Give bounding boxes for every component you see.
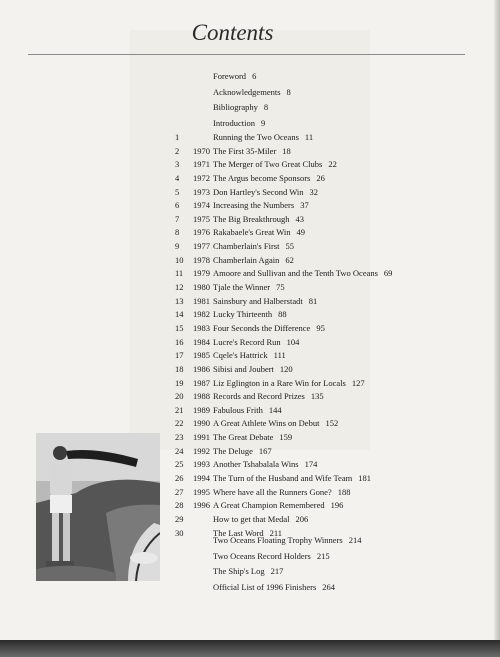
chapter-year: 1984 [193, 336, 210, 347]
chapter-page: 120 [279, 363, 293, 374]
chapter-year: 1978 [193, 254, 210, 265]
chapter-entry [213, 267, 392, 281]
chapter-entry [213, 240, 294, 254]
chapter-page: 75 [276, 282, 285, 293]
chapter-entry [213, 377, 365, 391]
chapter-entry [213, 145, 291, 159]
chapter-title: Where have all the Runners Gone? [213, 486, 332, 497]
chapter-page: 111 [273, 350, 286, 361]
chapter-number: 29 [175, 513, 184, 524]
chapter-title: Sainsbury and Halberstadt [213, 295, 303, 306]
chapter-entry [213, 445, 272, 459]
back-matter-item [213, 564, 361, 580]
chapter-number: 17 [175, 350, 184, 361]
chapter-page: 144 [268, 404, 282, 415]
chapter-entry [213, 226, 305, 240]
chapter-page: 211 [269, 527, 283, 538]
chapter-page: 196 [330, 500, 344, 511]
chapter-page: 127 [351, 377, 365, 388]
chapter-entry [213, 131, 313, 145]
chapter-year: 1996 [193, 500, 210, 511]
page-title: Contents [191, 20, 274, 45]
item-label: Acknowledgements [213, 86, 281, 97]
chapter-number: 18 [175, 363, 184, 374]
item-page: 217 [270, 566, 284, 577]
chapter-title: Lucky Thirteenth [213, 309, 273, 320]
front-matter-list [213, 69, 291, 131]
chapter-year: 1986 [193, 363, 210, 374]
chapter-year: 1979 [193, 268, 210, 279]
chapter-number: 28 [175, 500, 184, 511]
chapter-year: 1972 [193, 172, 210, 183]
chapter-year: 1983 [193, 322, 210, 333]
chapter-title: Don Hartley's Second Win [213, 186, 304, 197]
chapter-number: 19 [175, 377, 184, 388]
page-edge [494, 0, 500, 640]
chapter-year: 1971 [193, 159, 210, 170]
chapter-page: 95 [316, 322, 325, 333]
runner-photo-image [36, 433, 160, 581]
chapter-number: 9 [175, 241, 180, 252]
chapter-title: How to get that Medal [213, 513, 290, 524]
item-label: Two Oceans Floating Trophy Winners [213, 535, 343, 545]
chapter-number: 2 [175, 145, 180, 156]
back-matter-item [213, 549, 361, 565]
chapter-entry [213, 513, 308, 527]
chapter-title: A Great Athlete Wins on Debut [213, 418, 320, 429]
chapter-number: 21 [175, 404, 184, 415]
chapter-year: 1995 [193, 486, 210, 497]
chapter-year: 1994 [193, 473, 210, 484]
chapter-number: 27 [175, 486, 184, 497]
chapter-number: 30 [175, 527, 184, 538]
chapter-title: Lucre's Record Run [213, 336, 281, 347]
chapter-number: 4 [175, 172, 180, 183]
chapter-title: Fabulous Frith [213, 404, 263, 415]
chapter-page: 206 [295, 513, 309, 524]
chapter-entry [213, 417, 338, 431]
chapter-number: 22 [175, 418, 184, 429]
chapter-title: The Deluge [213, 445, 253, 456]
chapter-number: 23 [175, 432, 184, 443]
chapter-number: 7 [175, 213, 180, 224]
chapter-year: 1973 [193, 186, 210, 197]
chapter-title: Tjale the Winner [213, 282, 271, 293]
chapter-number: 13 [175, 295, 184, 306]
item-label: Bibliography [213, 102, 258, 112]
chapter-number: 20 [175, 391, 184, 402]
chapter-number: 26 [175, 473, 184, 484]
chapter-year: 1977 [193, 241, 210, 252]
chapter-page: 167 [258, 445, 272, 456]
chapter-title: The Last Word [213, 527, 264, 538]
chapter-title: The Big Breakthrough [213, 213, 290, 224]
chapter-year: 1975 [193, 213, 210, 224]
title-rule [28, 54, 465, 55]
chapter-title: Chamberlain Again [213, 254, 280, 265]
chapter-page: 135 [310, 391, 324, 402]
chapter-entry [213, 486, 350, 500]
chapter-entry [213, 308, 287, 322]
chapter-title: The Argus become Sponsors [213, 172, 311, 183]
chapter-page: 181 [358, 473, 371, 484]
chapter-page: 152 [325, 418, 339, 429]
chapter-entry [213, 186, 318, 200]
item-page: 6 [252, 71, 257, 81]
chapter-title: Running the Two Oceans [213, 132, 299, 142]
chapter-year: 1992 [193, 445, 210, 456]
chapter-title: Increasing the Numbers [213, 200, 295, 211]
chapter-entry [213, 472, 371, 486]
front-matter-item [213, 85, 291, 101]
chapter-number: 1 [175, 132, 180, 142]
item-page: 8 [286, 86, 291, 97]
chapter-number: 5 [175, 186, 180, 197]
chapter-year: 1987 [193, 377, 210, 388]
item-page: 215 [316, 550, 330, 561]
chapter-entry [213, 213, 304, 227]
chapter-page: 22 [328, 159, 337, 170]
chapter-page: 159 [279, 432, 293, 443]
chapter-title: Amoore and Sullivan and the Tenth Two Oceans [213, 268, 378, 279]
chapter-page: 37 [300, 200, 309, 211]
chapter-entry [213, 499, 343, 513]
chapter-entry [213, 349, 286, 363]
chapter-page: 11 [304, 132, 314, 142]
chapter-number: 15 [175, 322, 184, 333]
back-matter-item [213, 580, 361, 596]
front-matter-item [213, 69, 291, 85]
chapter-title: A Great Champion Remembered [213, 500, 325, 511]
chapter-title: The Great Debate [213, 432, 274, 443]
chapter-page: 18 [282, 145, 291, 156]
chapter-title: Another Tshabalala Wins [213, 459, 299, 470]
scan-bottom-band [0, 640, 500, 657]
chapter-title: Liz Eglington in a Rare Win for Locals [213, 377, 346, 388]
chapter-title: The Turn of the Husband and Wife Team [213, 473, 353, 484]
chapter-entry [213, 458, 317, 472]
chapter-number: 25 [175, 459, 184, 470]
runner-photo [36, 433, 160, 581]
chapter-page: 81 [308, 295, 318, 306]
chapter-entry [213, 336, 299, 350]
item-label: The Ship's Log [213, 566, 265, 577]
back-matter-list [213, 533, 361, 595]
chapter-year: 1980 [193, 282, 210, 293]
chapter-page: 104 [286, 336, 300, 347]
chapter-year: 1990 [193, 418, 210, 429]
chapter-entry [213, 390, 324, 404]
chapter-title: Four Seconds the Difference [213, 322, 311, 333]
front-matter-item [213, 100, 291, 116]
back-matter-item [213, 533, 361, 549]
item-label: Foreword [213, 71, 247, 81]
chapter-page: 174 [304, 459, 318, 470]
item-label: Introduction [213, 117, 256, 128]
chapter-entry [213, 363, 293, 377]
chapter-number: 3 [175, 159, 180, 170]
chapter-entry [213, 295, 317, 309]
chapter-number: 12 [175, 282, 184, 293]
chapter-entry [213, 431, 292, 445]
chapter-number: 16 [175, 336, 184, 347]
chapter-number: 11 [175, 268, 184, 279]
chapter-year: 1982 [193, 309, 210, 320]
chapter-entry [213, 281, 285, 295]
item-page: 8 [263, 102, 269, 112]
chapter-page: 32 [309, 186, 319, 197]
chapter-entry [213, 254, 294, 268]
chapter-entry [213, 404, 282, 418]
chapter-entry [213, 172, 325, 186]
front-matter-item [213, 116, 291, 132]
chapter-title: The Merger of Two Great Clubs [213, 159, 323, 170]
chapter-number: 24 [175, 445, 184, 456]
chapter-page: 69 [383, 268, 393, 279]
chapter-entry [213, 158, 337, 172]
chapter-page: 188 [337, 486, 351, 497]
chapter-year: 1985 [193, 350, 210, 361]
chapter-year: 1988 [193, 391, 210, 402]
item-page: 9 [261, 117, 266, 128]
chapter-year: 1991 [193, 432, 210, 443]
chapter-year: 1974 [193, 200, 210, 211]
chapter-title: The First 35-Miler [213, 145, 277, 156]
chapter-title: Rakabaele's Great Win [213, 227, 291, 238]
chapter-number: 10 [175, 254, 184, 265]
chapter-page: 26 [316, 172, 325, 183]
chapter-year: 1970 [193, 145, 210, 156]
chapter-page: 55 [285, 241, 294, 252]
chapter-page: 88 [278, 309, 287, 320]
chapter-number: 8 [175, 227, 180, 238]
chapter-year: 1981 [193, 295, 210, 306]
chapter-entry [213, 322, 325, 336]
chapter-page: 62 [285, 254, 294, 265]
chapter-number: 6 [175, 200, 180, 211]
chapter-title: Sibisi and Joubert [213, 363, 274, 374]
item-label: Two Oceans Record Holders [213, 550, 311, 561]
item-label: Official List of 1996 Finishers [213, 581, 317, 592]
item-page: 264 [322, 581, 335, 592]
chapter-page: 49 [296, 227, 306, 238]
chapter-year: 1993 [193, 459, 210, 470]
chapter-year: 1976 [193, 227, 210, 238]
chapter-title: Chamberlain's First [213, 241, 280, 252]
chapter-title: Cqele's Hattrick [213, 350, 268, 361]
chapter-entry [213, 199, 309, 213]
chapter-page: 43 [295, 213, 304, 224]
item-page: 214 [348, 535, 362, 545]
chapter-title: Records and Record Prizes [213, 391, 305, 402]
chapter-number: 14 [175, 309, 184, 320]
chapter-year: 1989 [193, 404, 210, 415]
